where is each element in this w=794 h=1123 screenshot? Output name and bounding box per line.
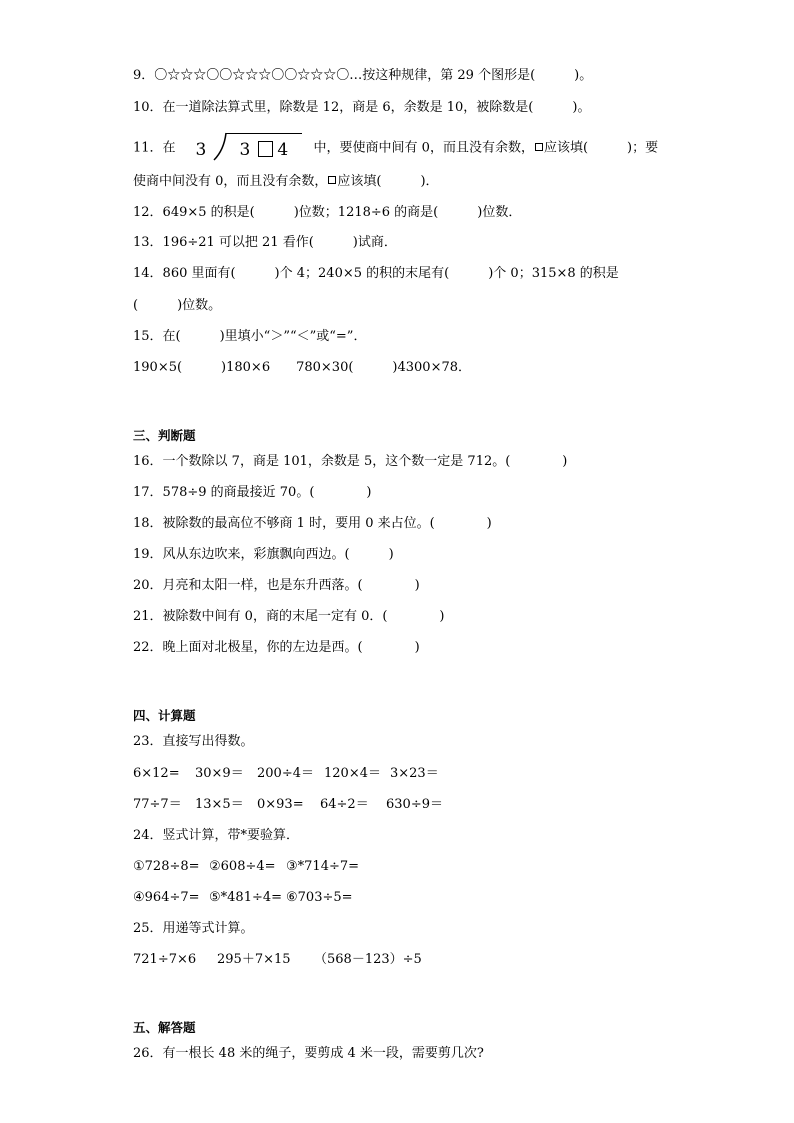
section-title-solve: 五、解答题 — [133, 1020, 196, 1035]
oral-calc-item: 13×5＝ — [195, 797, 244, 812]
question-15-line-2: 190×5( )180×6 780×30( )4300×78． — [133, 360, 472, 375]
long-division-symbol — [182, 134, 310, 162]
oral-calc-item: 6×12= — [133, 766, 180, 781]
vertical-calc-item: ②608÷4= — [209, 859, 276, 874]
oral-calc-item: 3×23＝ — [390, 766, 439, 781]
question-24-title: 24．竖式计算，带*要验算． — [133, 828, 300, 843]
question-10: 10．在一道除法算式里，除数是 12，商是 6，余数是 10，被除数是( )。 — [133, 100, 591, 115]
question-14-line-2: ( )位数。 — [133, 298, 222, 313]
question-11-prefix: 11．在 — [133, 140, 176, 156]
question-23-row-2 — [133, 795, 443, 815]
division-bracket-icon — [212, 132, 232, 162]
question-26: 26．有一根长 48 米的绳子，要剪成 4 米一段，需要剪几次? — [133, 1046, 484, 1061]
question-11-line-2 — [133, 172, 439, 192]
judge-item: 18．被除数的最高位不够商 1 时，要用 0 来占位。( ) — [133, 516, 492, 531]
oral-calc-item: 120×4＝ — [324, 766, 381, 781]
oral-calc-item: 200÷4＝ — [257, 766, 314, 781]
question-24-row-2 — [133, 888, 353, 908]
section-title-calc: 四、计算题 — [133, 708, 196, 723]
oral-calc-item: 30×9＝ — [195, 766, 244, 781]
long-division-divisor: 3 — [195, 140, 207, 160]
question-25-row — [133, 950, 422, 970]
vertical-calc-item: ④964÷7= — [133, 890, 200, 905]
vertical-calc-item: ⑥703÷5= — [286, 890, 353, 905]
judge-item: 19．风从东边吹来，彩旗飘向西边。( ) — [133, 547, 394, 562]
oral-calc-item: 77÷7＝ — [133, 797, 182, 812]
oral-calc-item: 630÷9＝ — [386, 797, 443, 812]
long-division-bar — [226, 133, 302, 134]
section-title-judge: 三、判断题 — [133, 428, 196, 443]
question-14-line-1: 14．860 里面有( )个 4；240×5 的积的末尾有( )个 0；315×8 的积是 — [133, 266, 619, 281]
judge-item: 22．晚上面对北极星，你的左边是西。( ) — [133, 640, 420, 655]
long-division-dividend — [240, 136, 293, 164]
judge-item: 21．被除数中间有 0，商的末尾一定有 0．( ) — [133, 609, 445, 624]
question-11-line-2-b: 应该填( )． — [337, 174, 439, 189]
blank-box-icon — [258, 141, 273, 157]
oral-calc-item: 64÷2＝ — [320, 797, 369, 812]
question-11-line-2-a: 使商中间没有 0，而且没有余数， — [133, 174, 328, 189]
question-23-title: 23．直接写出得数。 — [133, 734, 254, 749]
judge-item: 16．一个数除以 7，商是 101，余数是 5，这个数一定是 712。( ) — [133, 454, 568, 469]
dividend-digit-1: 3 — [239, 140, 255, 160]
stepwise-calc-item: （568－123）÷5 — [314, 952, 422, 967]
small-box-icon — [535, 143, 543, 151]
vertical-calc-item: ①728÷8= — [133, 859, 200, 874]
question-15-line-1: 15．在( )里填小“＞”“＜”或“=”． — [133, 329, 367, 344]
dividend-digit-3: 4 — [277, 140, 293, 160]
question-11-line-1 — [133, 134, 658, 162]
question-9: 9．〇☆☆☆〇〇☆☆☆〇〇☆☆☆〇…按这种规律，第 29 个图形是( )。 — [133, 68, 593, 83]
small-box-icon — [328, 176, 336, 184]
stepwise-calc-item: 721÷7×6 — [133, 952, 197, 967]
question-24-row-1 — [133, 857, 359, 877]
judge-item: 17．578÷9 的商最接近 70。( ) — [133, 485, 372, 500]
question-11-text-b: 应该填( )；要 — [543, 140, 659, 156]
oral-calc-item: 0×93= — [257, 797, 304, 812]
vertical-calc-item: ⑤*481÷4= — [209, 890, 283, 905]
judge-item: 20．月亮和太阳一样，也是东升西落。( ) — [133, 578, 420, 593]
question-12: 12．649×5 的积是( )位数；1218÷6 的商是( )位数． — [133, 205, 522, 220]
question-23-row-1 — [133, 764, 439, 784]
question-25-title: 25．用递等式计算。 — [133, 921, 254, 936]
vertical-calc-item: ③*714÷7= — [286, 859, 360, 874]
question-13: 13．196÷21 可以把 21 看作( )试商． — [133, 235, 397, 250]
question-11-text-a: 中，要使商中间有 0，而且没有余数， — [313, 140, 534, 156]
stepwise-calc-item: 295＋7×15 — [217, 952, 291, 967]
